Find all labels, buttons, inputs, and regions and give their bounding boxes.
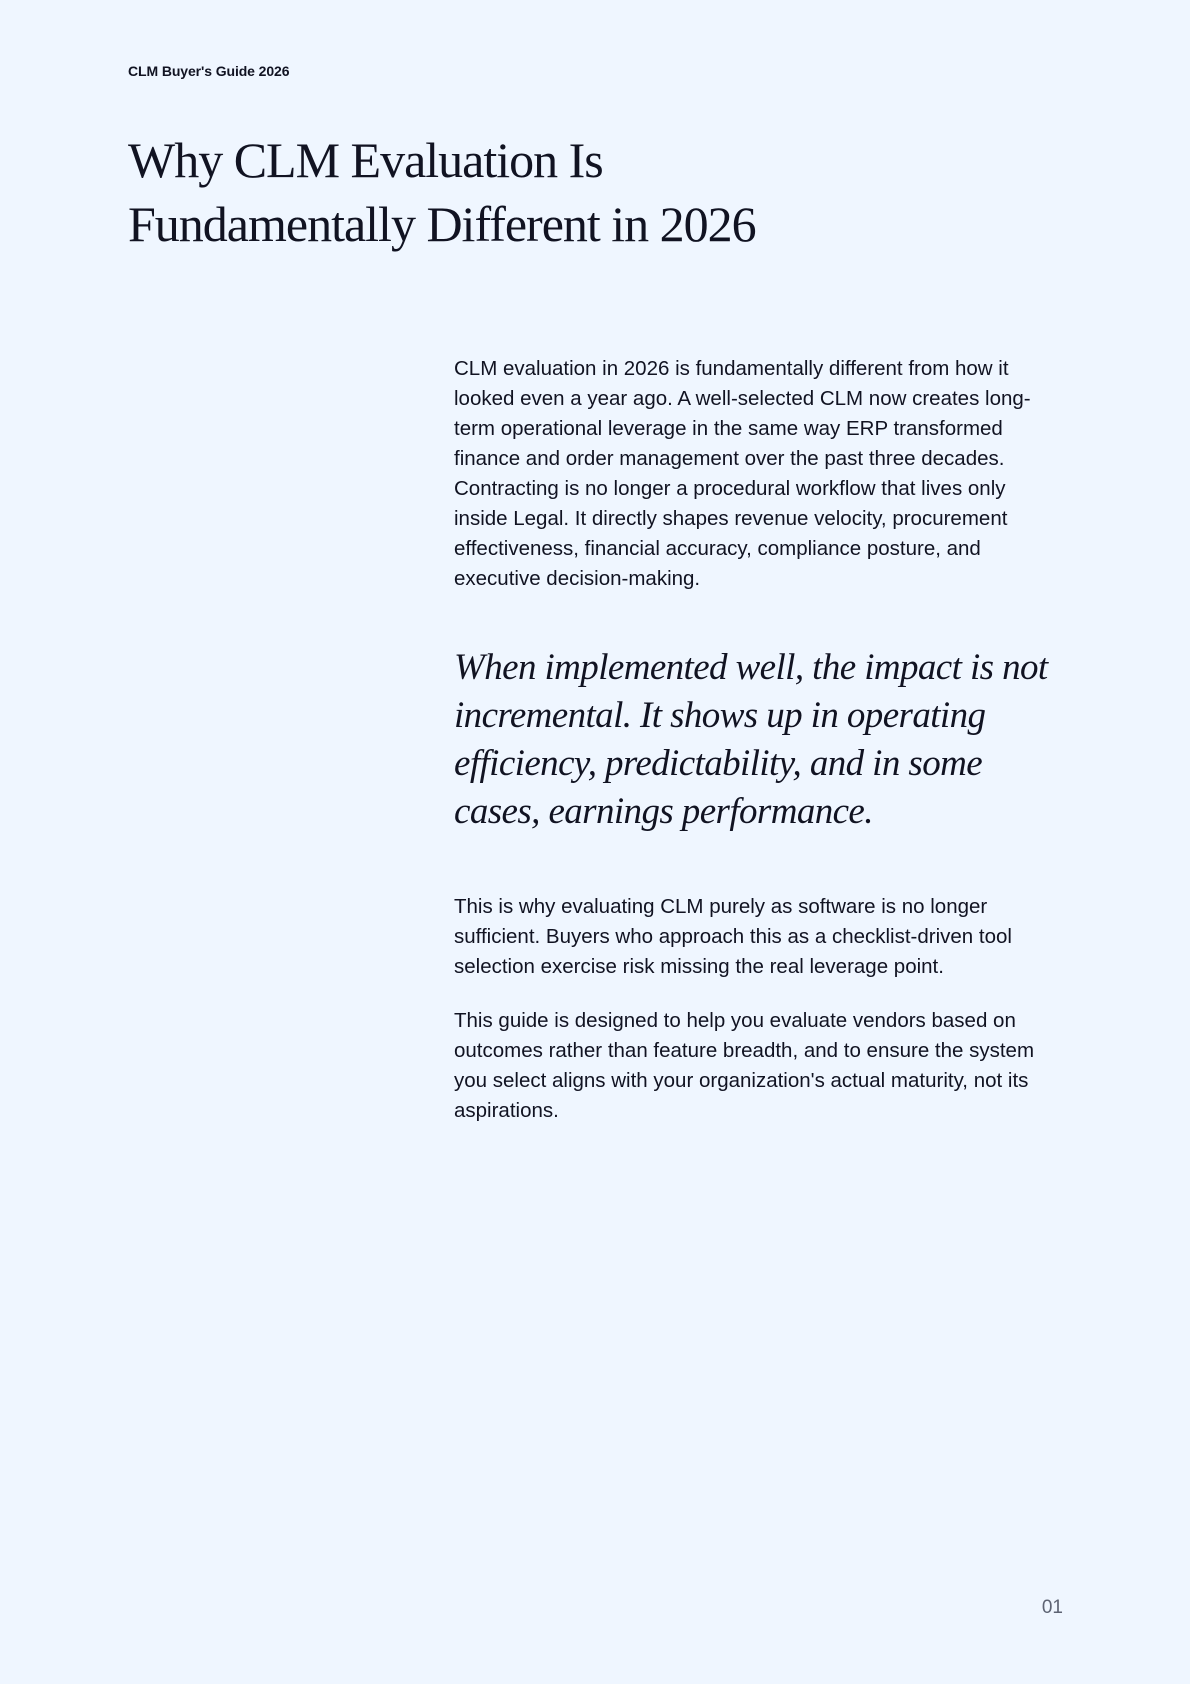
main-content bbox=[454, 354, 1064, 1126]
body-paragraph-3: This guide is designed to help you evaluate vendors based on outcomes rather than feature breadth, and to ensure the system you select aligns with your organization's actual maturity, not its aspirations. bbox=[454, 1009, 1035, 1122]
page-title: Why CLM Evaluation Is Fundamentally Different in 2026 bbox=[128, 132, 756, 252]
document-header-label: CLM Buyer's Guide 2026 bbox=[128, 63, 290, 79]
pull-quote: When implemented well, the impact is not incremental. It shows up in operating efficiency, predictability, and in some cases, earnings performance. bbox=[454, 647, 1048, 832]
page-number: 01 bbox=[1041, 1597, 1063, 1618]
intro-paragraph: CLM evaluation in 2026 is fundamentally different from how it looked even a year ago. A well-selected CLM now creates long-term operational leverage in the same way ERP transformed finance and order management over the past three decades. Contracting is no longer a procedural workflow that lives only inside Legal. It directly shapes revenue velocity, procurement effectiveness, financial accuracy, compliance posture, and executive decision-making. bbox=[454, 357, 1031, 590]
body-paragraph-2: This is why evaluating CLM purely as software is no longer sufficient. Buyers who approach this as a checklist-driven tool selection exercise risk missing the real leverage point. bbox=[454, 895, 1012, 978]
